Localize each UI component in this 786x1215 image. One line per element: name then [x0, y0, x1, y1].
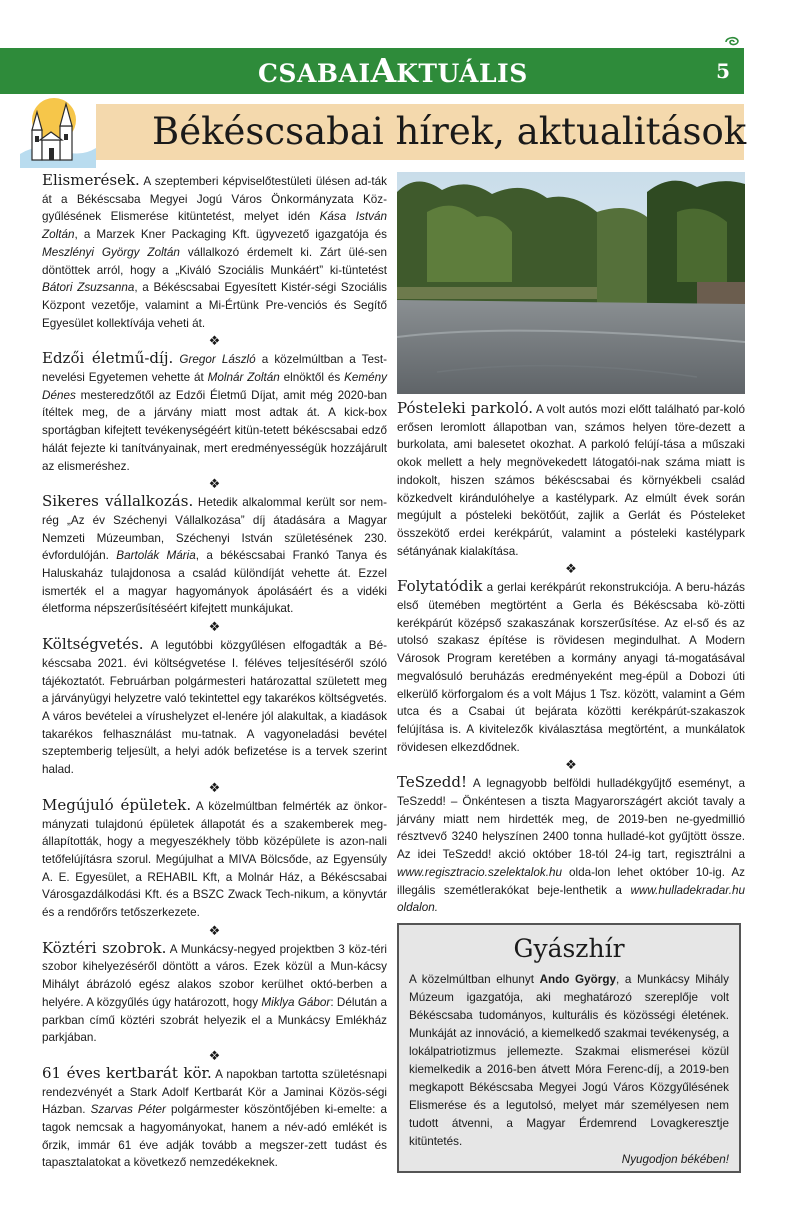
- text-run: Ando György: [539, 973, 616, 986]
- obituary-title: Gyászhír: [513, 934, 625, 963]
- text-run: Meszlényi György Zoltán: [42, 245, 180, 259]
- text-run: , a békéscsabai Frankó Tanya és Haluskaház tulajdonosa a család különdíját vehette át. Ezzel ismerték el a magyar hagyományok ápolásáért és a vidéki életforma népszerűsítéséért kifejtett munkájukat.: [42, 549, 387, 616]
- text-run: mesteredzőtől az Edzői Életmű Díjat, amit még 2020-ban ítéltek meg, de a járvány miatt most adtak át. A kick-box sportágban kifejtett tevékenységéért kitün-tetett békéscsabai edző hálát fejezte ki tanítványainak, mert eredményességük hozzájárult az elismeréshez.: [42, 388, 387, 473]
- text-run: Hetedik alkalommal került sor nem-rég „Az év Széchenyi Vállalkozása” díj átadására a Magyar Nemzeti Múzeumban, Széchenyi István születésének 230. évfordulóján.: [42, 496, 387, 563]
- news-item-heading: Költségvetés.: [42, 635, 144, 654]
- article-separator: ❖: [565, 561, 577, 577]
- news-item: [42, 350, 387, 475]
- news-item-heading: Köztéri szobrok.: [42, 938, 167, 957]
- header-bar: [0, 48, 744, 94]
- news-item-heading: Sikeres vállalkozás.: [42, 492, 194, 511]
- text-run: Gregor László: [179, 353, 256, 367]
- text-run: Bartolák Mária: [116, 549, 196, 563]
- news-item: [42, 797, 387, 922]
- text-run: Molnár Zoltán: [207, 371, 280, 385]
- text-run: A volt autós mozi előtt található par-koló erősen leromlott állapotban van, számos helyen töre-dezett a burkolata, ami balesetet okozhat. A parkoló felújí-tása a műszaki okok mellett a hely megnövekedett látogatói-nak száma miatt is indokolt, hiszen számos békéscsabai és környékbeli család közkedvelt kirándulóhelye a kastélypark. Az elmúlt évek során megújult a pósteleki bekötőút, zajlik a Gerlát és Pósteleket összekötő erdei kerékpárút, valamint a pósteleki kastélypark sétányának kialakítása.: [397, 403, 745, 558]
- text-run: elnöktől és: [279, 371, 345, 385]
- news-item-heading: Folytatódik: [397, 577, 483, 596]
- text-run: , a Békéscsabai Egyesített Kistér-ségi Szociális Központ vezetője, valamint a Mi-Értünk Pre-venciós és Segítő Egyesület kollektívája veheti át.: [42, 281, 388, 330]
- text-run: Kemény Dénes: [42, 371, 387, 402]
- article-separator: ❖: [208, 922, 221, 938]
- text-run: www.hulladekradar.hu oldalon.: [397, 883, 745, 915]
- news-item: [42, 940, 387, 1047]
- section-title-box: [96, 104, 747, 160]
- text-run: A legutóbbi közgyűlésen elfogadták a Bé-késcsaba 2021. évi költségvetése I. féléves teljesítéséről szóló tájékoztatót. Februárban polgármesteri határozattal született meg a járványügyi helyzetre való tekintettel egy takarékos költségvetés. A város bevételei a vírushelyzet el-lenére jól alakultak, a kiadások takarékos felhasználást mu-tatnak. A vagyoneladási bevétel szeptemberig teljesült, a helyi adók befizetése is a tervek szerint halad.: [42, 639, 387, 777]
- news-item: [42, 1065, 387, 1172]
- text-run: a gerlai kerékpárút rekonstrukciója. A beru-házás első ütemében megtörtént a Gerla és Békéscsaba kö-zötti kerékpárút középső szakaszának korszerűsítése. Az el-ső és az utolsó szakasz építése is rövidesen megindulhat. A Modern Városok Program keretében a kormány anyagi tá-mogatásával megvalósuló beruházás eredményeként meg-épül a Dobozi úti elkerülő körforgalom és a volt Május 1 Tsz. között, valamint a Gém utca és a Csabai út bejárata közötti kerékpárút-szakaszok felújítása is. A kivitelezők kiválasztása megtörtént, a munkálatok rövidesen elkezdődnek.: [397, 581, 745, 754]
- news-item-heading: Elismerések.: [42, 171, 140, 189]
- obituary-signature: Nyugodjon békében!: [621, 1153, 729, 1166]
- swirl-ornament-icon: [724, 34, 740, 48]
- text-run: Bátori Zsuzsanna: [42, 281, 135, 295]
- article-separator: ❖: [208, 333, 221, 349]
- text-run: Szarvas Péter: [90, 1103, 166, 1117]
- text-run: Kása István Zoltán: [42, 210, 387, 242]
- article-separator: ❖: [565, 757, 577, 773]
- parking-lot-photo: [397, 172, 745, 394]
- news-item-heading: TeSzedd!: [397, 773, 468, 792]
- obituary-text: [409, 971, 729, 1151]
- text-run: , a Marzek Kner Packaging Kft. ügyvezető igazgatója és: [74, 228, 387, 242]
- text-run: vállalkozó érdemelt ki. Zárt ülé-sen döntöttek arról, hogy a „Kiváló Szociális Munkáért” ki-tüntetést: [42, 245, 388, 277]
- brand-part-3: KTUÁLIS: [396, 59, 528, 88]
- text-run: A közelmúltban elhunyt: [409, 973, 540, 986]
- text-run: olda-lon lehet október 10-ig. Az illegális szemétlerakókat beje-lenthetik a: [397, 865, 745, 897]
- news-item: [397, 400, 745, 560]
- news-item-heading: Megújuló épületek.: [42, 795, 192, 814]
- news-item: [42, 493, 387, 618]
- page-number: 5: [716, 59, 730, 83]
- news-item: [42, 636, 387, 779]
- news-item-heading: Pósteleki parkoló.: [397, 399, 534, 417]
- news-item: [397, 578, 745, 756]
- news-item-heading: 61 éves kertbarát kör.: [42, 1063, 212, 1082]
- article-separator: ❖: [208, 779, 221, 795]
- article-separator: ❖: [208, 1047, 221, 1063]
- text-run: a közelmúltban a Test-nevelési Egyetemen vehette át: [42, 353, 388, 385]
- brand-part-2: A: [370, 51, 397, 90]
- text-run: A Munkácsy-negyed projektben 3 köz-téri szobor kihelyezéséről döntött a város. Ezek közül a Mun-kácsy Mihályt ábrázoló egész alakos szobor kerülhet októ-berben a helyére. A közgyűlés úgy határozott, hogy: [42, 942, 388, 1009]
- brand-part-1: CSABAI: [258, 59, 371, 88]
- text-run: : Délután a parkban című köztéri szobrát helyezik el a Munkácsy Emlékház parkjában.: [42, 995, 387, 1045]
- text-run: Miklya Gábor: [261, 995, 331, 1009]
- church-logo-icon: [20, 96, 96, 168]
- news-item-heading: Edzői életmű-díj.: [42, 349, 174, 368]
- news-item: [397, 774, 745, 917]
- article-separator: ❖: [208, 476, 221, 492]
- text-run: www.regisztracio.szelektalok.hu: [397, 865, 562, 879]
- news-item: [42, 172, 387, 332]
- text-run: A szeptemberi képviselőtestületi ülésen ad-ták át a Békéscsaba Megyei Jogú Város Önkormányzata Köz-gyűlésének Elismerése kitüntetést, melyet idén: [42, 175, 387, 224]
- right-column: [397, 172, 745, 917]
- text-run: A legnagyobb belföldi hulladékgyűjtő eseményt, a TeSzedd! – Önkéntesen a tiszta Magyarországért akciót tavaly a járvány miatt nem hirdették meg, de 2019-ben ne-gyedmillió résztvevő 3240 helyszínen 2400 tonna hulladé-kot gyűjtött össze. Az idei TeSzedd! akció október 18-tól 24-ig tart, regisztrálni a: [397, 777, 745, 862]
- text-run: polgármester köszöntőjében ki-emelte: a tagok nemcsak a hagyományokat, hanem a név-adó emlékét is őrzik, immár 61 éve adják tovább a megszer-zett tudást és tapasztalatokat a következő nemzedékeknek.: [42, 1103, 387, 1170]
- page-title: Békéscsabai hírek, aktualitások: [152, 110, 747, 153]
- obituary-box: [397, 923, 741, 1173]
- article-separator: ❖: [208, 619, 221, 635]
- left-column: [42, 172, 387, 1172]
- magazine-brand: [258, 52, 528, 96]
- right-column-articles: [397, 400, 745, 917]
- text-run: A napokban tartotta születésnapi rendezvényét a Stark Adolf Kertbarát Kör a Jaminai Közös-ségi Házban.: [42, 1067, 387, 1117]
- text-run: A közelmúltban felmérték az önkor-mányzati tulajdonú épületek állapotát és a szakemberek meg-állapították, hogy a megyeszékhely több középülete is azon-nali tetőfelújításra szorul. Megújulhat a MIVA Bölcsőde, az Egyensúly A. E. Egyesület, a REHABIL Kft, a Molnár Ház, a Békéscsabai Városgazdálkodási Kft. és a BSZC Zwack Tech-nikum, a könyvtár és a rendőrőrs tetőszerkezete.: [42, 799, 388, 920]
- text-run: , a Munkácsy Mihály Múzeum igazgatója, aki meghatározó szereplője volt Békéscsaba tudományos, kulturális és közösségi életének. Munkáját az innováció, a kiemelkedő szakmai tevékenység, a lokálpatriotizmus jellemezte. Szakmai elismerései közül kiemelkedik a 2016-ben átvett Móra Ferenc-díj, a 2019-ben megkapott Békéscsaba Megyei Jogú Város Közgyűlésének Elismerése és a legutolsó, melyet már személyesen nem tudott átvenni, a Magyar Érdemrend Lovagkeresztje kitüntetés.: [409, 973, 729, 1148]
